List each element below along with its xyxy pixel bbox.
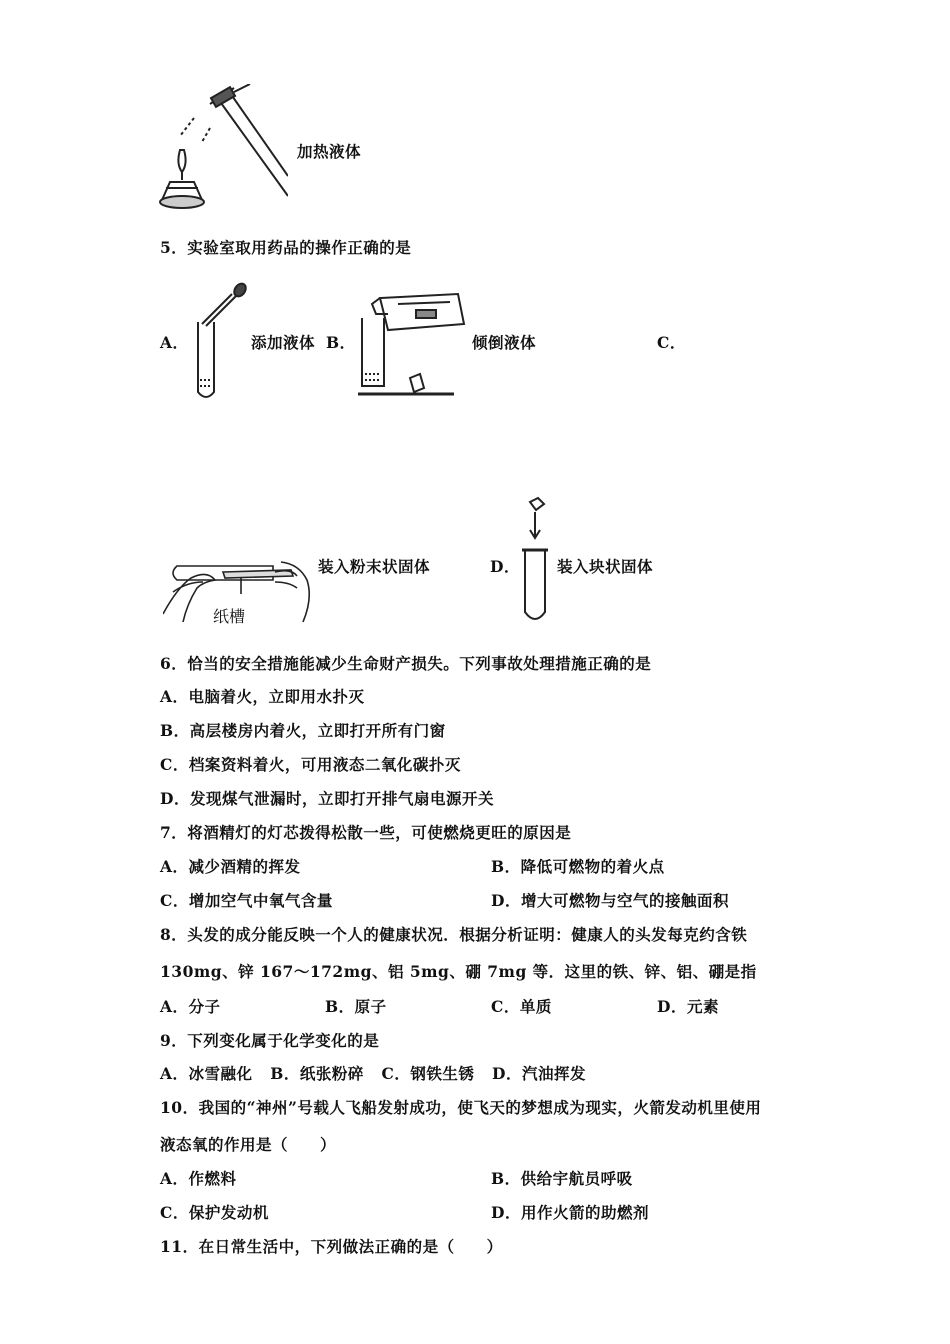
- q10-option-d: D．用作火箭的助燃剂: [491, 1203, 649, 1222]
- q5-option-b-letter: B．: [326, 333, 356, 352]
- q10-stem-line2: 液态氧的作用是（ ）: [160, 1135, 337, 1154]
- q5-option-b-label: 倾倒液体: [472, 333, 537, 352]
- q8-option-b: B．原子: [325, 997, 387, 1016]
- q7-option-a: A．减少酒精的挥发: [160, 857, 301, 876]
- q10-option-c: C．保护发动机: [160, 1203, 269, 1222]
- q11-stem: 11．在日常生活中，下列做法正确的是（ ）: [160, 1237, 503, 1256]
- q8-stem-line2: 130mg、锌 167～172mg、铝 5mg、硼 7mg 等．这里的铁、锌、铝、硼是指: [160, 962, 757, 981]
- block-solid-figure: [518, 496, 554, 628]
- pouring-liquid-figure: [358, 274, 468, 404]
- q9-options: A．冰雪融化 B．纸张粉碎 C．钢铁生锈 D．汽油挥发: [160, 1064, 586, 1083]
- q10-option-a: A．作燃料: [160, 1169, 237, 1188]
- q5-option-d-label: 装入块状固体: [557, 557, 654, 576]
- q8-option-d: D．元素: [657, 997, 719, 1016]
- q9-stem: 9．下列变化属于化学变化的是: [160, 1031, 380, 1050]
- q6-option-b: B．高层楼房内着火，立即打开所有门窗: [160, 721, 446, 740]
- q7-stem: 7．将酒精灯的灯芯拨得松散一些，可使燃烧更旺的原因是: [160, 823, 572, 842]
- q5-stem: 5．实验室取用药品的操作正确的是: [160, 238, 412, 257]
- q5-option-a-label: 添加液体: [251, 333, 316, 352]
- q7-option-d: D．增大可燃物与空气的接触面积: [491, 891, 729, 910]
- q8-option-a: A．分子: [160, 997, 221, 1016]
- q8-stem-line1: 8．头发的成分能反映一个人的健康状况．根据分析证明：健康人的头发每克约含铁: [160, 925, 748, 944]
- q5-option-c-letter: C．: [657, 333, 686, 352]
- q10-stem-line1: 10．我国的“神州”号载人飞船发射成功，使飞天的梦想成为现实，火箭发动机里使用: [160, 1098, 762, 1117]
- q5-option-d-letter: D．: [490, 557, 520, 576]
- q7-option-b: B．降低可燃物的着火点: [491, 857, 665, 876]
- heat-liquid-label: 加热液体: [297, 142, 362, 161]
- q6-option-c: C．档案资料着火，可用液态二氧化碳扑灭: [160, 755, 461, 774]
- q7-option-c: C．增加空气中氧气含量: [160, 891, 333, 910]
- paper-trough-label: 纸槽: [213, 607, 246, 626]
- heating-liquid-figure: [158, 84, 288, 219]
- q10-option-b: B．供给宇航员呼吸: [491, 1169, 633, 1188]
- q8-option-c: C．单质: [491, 997, 552, 1016]
- q6-stem: 6．恰当的安全措施能减少生命财产损失。下列事故处理措施正确的是: [160, 654, 652, 673]
- q5-option-a-letter: A．: [160, 333, 189, 352]
- q5-option-c-label: 装入粉末状固体: [318, 557, 431, 576]
- q6-option-a: A．电脑着火，立即用水扑灭: [160, 687, 365, 706]
- q6-option-d: D．发现煤气泄漏时，立即打开排气扇电源开关: [160, 789, 494, 808]
- adding-liquid-figure: [190, 280, 250, 405]
